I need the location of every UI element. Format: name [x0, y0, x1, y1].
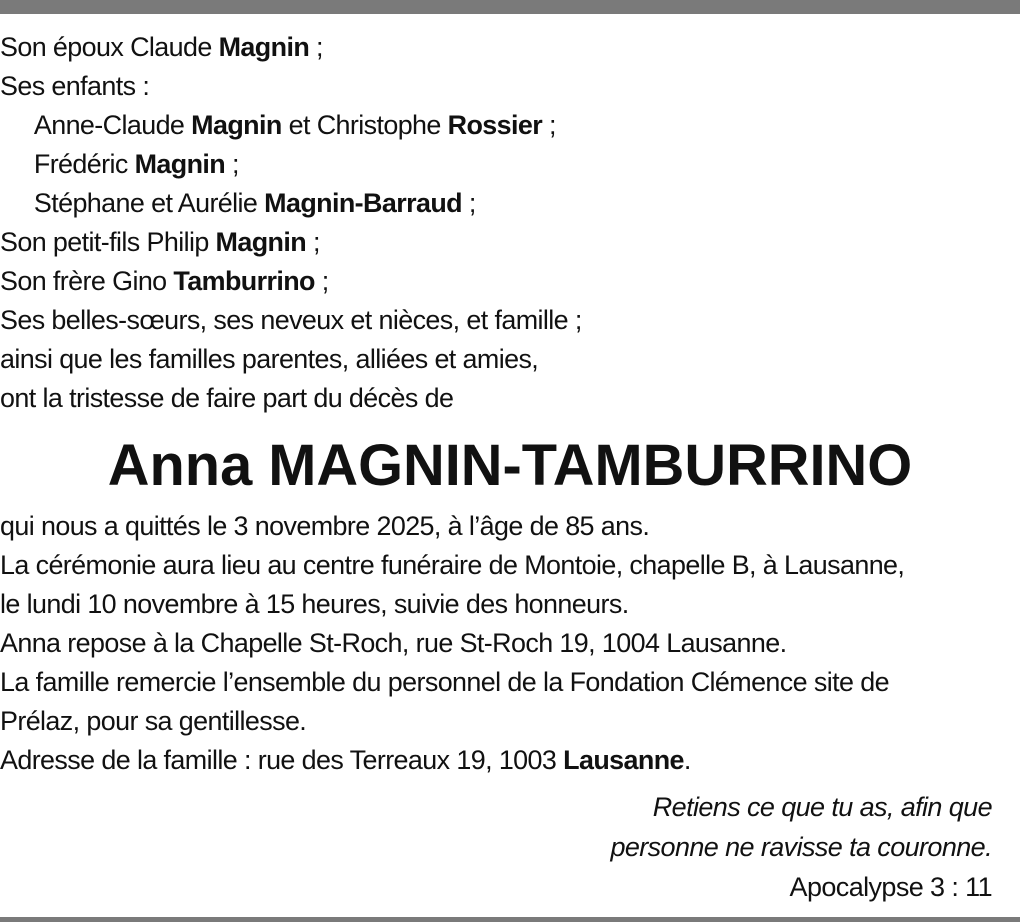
deceased-name: Anna MAGNIN-TAMBURRINO	[107, 433, 913, 498]
scripture-quote	[610, 787, 992, 907]
quote-line-1: Retiens ce que tu as, afin que	[652, 792, 992, 822]
announcement-line: ont la tristesse de faire part du décès de	[0, 383, 454, 413]
detail-line-thanks-cont: Prélaz, pour sa gentillesse.	[0, 706, 307, 736]
family-line-child-3: Stéphane et Aurélie Magnin-Barraud ;	[33, 188, 476, 218]
family-line-child-1: Anne-Claude Magnin et Christophe Rossier ;	[33, 110, 556, 140]
family-line-brother: Son frère Gino Tamburrino ;	[0, 266, 329, 296]
family-line-spouse: Son époux Claude Magnin ;	[0, 32, 323, 62]
bottom-divider	[0, 917, 1020, 922]
detail-line-chapel: Anna repose à la Chapelle St-Roch, rue St-Roch 19, 1004 Lausanne.	[0, 628, 787, 658]
family-line-grandson: Son petit-fils Philip Magnin ;	[0, 227, 320, 257]
quote-reference: Apocalypse 3 : 11	[789, 872, 992, 902]
detail-line-time: le lundi 10 novembre à 15 heures, suivie des honneurs.	[0, 589, 629, 619]
family-address: Adresse de la famille : rue des Terreaux 19, 1003 Lausanne.	[0, 745, 691, 775]
obituary-notice	[0, 28, 1020, 780]
family-line-child-2: Frédéric Magnin ;	[33, 149, 239, 179]
family-line-relatives: ainsi que les familles parentes, alliées et amies,	[0, 344, 539, 374]
family-line-in-laws: Ses belles-sœurs, ses neveux et nièces, et famille ;	[0, 305, 582, 335]
detail-line-thanks: La famille remercie l’ensemble du personnel de la Fondation Clémence site de	[0, 667, 889, 697]
top-divider	[0, 0, 1020, 14]
quote-line-2: personne ne ravisse ta couronne.	[610, 832, 992, 862]
family-line-children-heading: Ses enfants :	[0, 71, 150, 101]
detail-line-ceremony: La cérémonie aura lieu au centre funéraire de Montoie, chapelle B, à Lausanne,	[0, 550, 905, 580]
detail-line-date: qui nous a quittés le 3 novembre 2025, à l’âge de 85 ans.	[0, 511, 650, 541]
